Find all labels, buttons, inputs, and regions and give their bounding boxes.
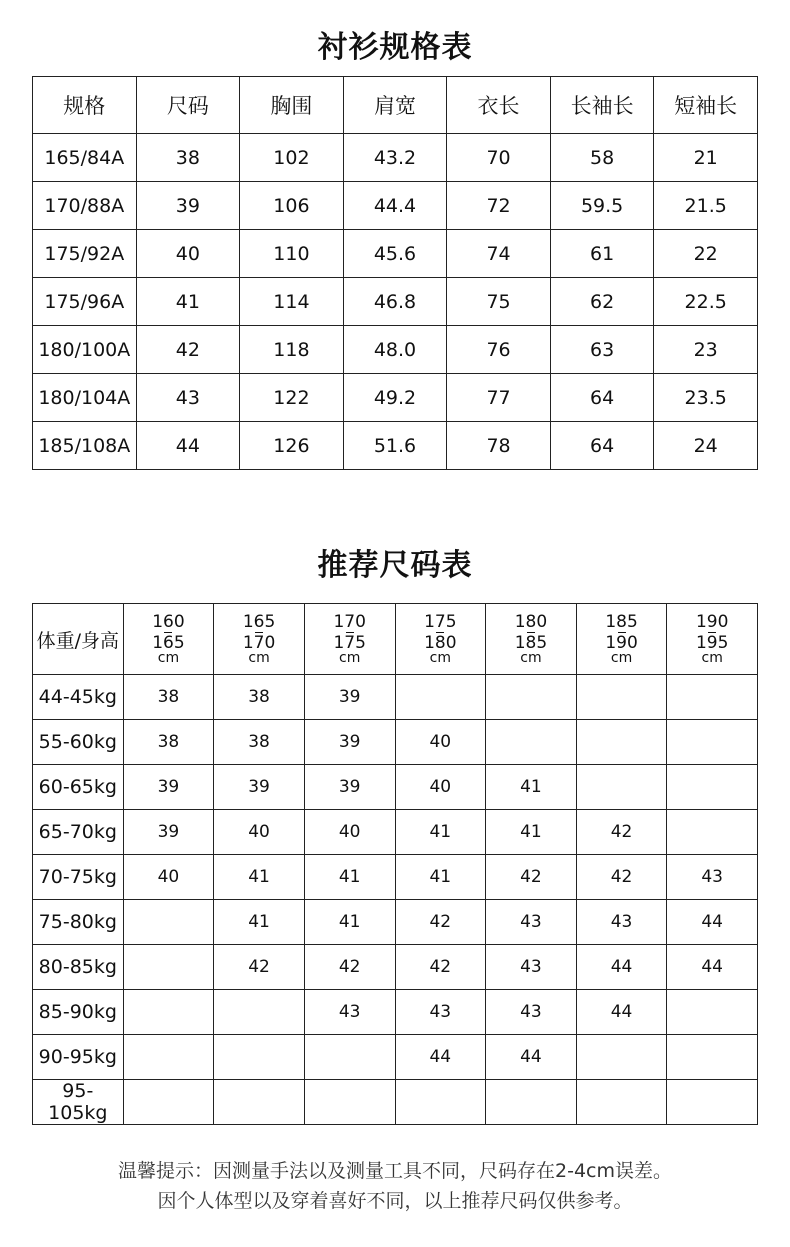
spec-cell: 126 xyxy=(240,422,344,470)
spec-cell: 23 xyxy=(654,326,758,374)
recommended-size-cell: 38 xyxy=(214,675,305,720)
recommended-size-cell xyxy=(214,1080,305,1125)
recommended-size-cell xyxy=(304,1080,395,1125)
spec-header-cell: 肩宽 xyxy=(343,77,447,134)
height-to: 175 xyxy=(333,633,366,653)
spec-row xyxy=(33,134,758,182)
recommended-size-cell: 43 xyxy=(576,900,667,945)
spec-cell: 64 xyxy=(550,422,654,470)
recommended-size-cell: 41 xyxy=(304,855,395,900)
recommended-size-cell: 44 xyxy=(395,1035,486,1080)
recommended-size-cell: 40 xyxy=(123,855,214,900)
spec-cell: 24 xyxy=(654,422,758,470)
spec-header-cell: 尺码 xyxy=(136,77,240,134)
spec-cell: 46.8 xyxy=(343,278,447,326)
height-unit: cm xyxy=(701,650,723,666)
recommended-size-cell xyxy=(667,765,758,810)
weight-range-label: 85-90kg xyxy=(33,990,124,1035)
spec-cell: 48.0 xyxy=(343,326,447,374)
recommended-size-cell: 42 xyxy=(576,810,667,855)
spec-header-cell: 短袖长 xyxy=(654,77,758,134)
recommended-size-cell xyxy=(667,810,758,855)
recommended-size-cell: 41 xyxy=(486,765,577,810)
recommended-size-cell: 39 xyxy=(123,810,214,855)
spec-cell: 78 xyxy=(447,422,551,470)
recommended-size-cell: 42 xyxy=(304,945,395,990)
spec-row xyxy=(33,422,758,470)
recommended-size-cell: 44 xyxy=(667,945,758,990)
spec-cell: 39 xyxy=(136,182,240,230)
recommended-size-cell xyxy=(667,990,758,1035)
recommended-size-cell: 41 xyxy=(214,855,305,900)
recommended-size-cell: 40 xyxy=(304,810,395,855)
recommend-row xyxy=(33,900,758,945)
spec-size-label: 180/100A xyxy=(33,326,137,374)
recommended-size-cell xyxy=(667,675,758,720)
height-from: 185 xyxy=(605,612,638,632)
spec-cell: 49.2 xyxy=(343,374,447,422)
recommend-row xyxy=(33,765,758,810)
height-range-header xyxy=(667,604,758,675)
spec-cell: 102 xyxy=(240,134,344,182)
recommended-size-cell xyxy=(486,720,577,765)
height-unit: cm xyxy=(157,650,180,666)
recommended-size-cell xyxy=(214,990,305,1035)
recommend-header-row xyxy=(33,604,758,675)
spec-cell: 61 xyxy=(550,230,654,278)
recommended-size-cell: 43 xyxy=(304,990,395,1035)
recommended-size-cell: 44 xyxy=(486,1035,577,1080)
spec-size-label: 185/108A xyxy=(33,422,137,470)
recommended-size-cell xyxy=(395,1080,486,1125)
height-unit: cm xyxy=(520,650,542,666)
recommend-row xyxy=(33,810,758,855)
height-from: 160 xyxy=(152,612,185,632)
spec-size-label: 165/84A xyxy=(33,134,137,182)
height-range-header xyxy=(395,604,486,675)
measurement-note: 温馨提示：因测量手法以及测量工具不同，尺码存在2-4cm误差。 xyxy=(118,1160,672,1182)
spec-cell: 70 xyxy=(447,134,551,182)
recommend-row xyxy=(33,1080,758,1125)
height-unit: cm xyxy=(429,650,451,666)
recommended-size-cell: 41 xyxy=(304,900,395,945)
height-range-header xyxy=(304,604,395,675)
recommended-size-cell xyxy=(576,675,667,720)
height-range-header xyxy=(123,604,214,675)
spec-cell: 114 xyxy=(240,278,344,326)
spec-row xyxy=(33,182,758,230)
spec-size-label: 175/92A xyxy=(33,230,137,278)
recommended-size-cell xyxy=(304,1035,395,1080)
spec-row xyxy=(33,230,758,278)
weight-range-label: 80-85kg xyxy=(33,945,124,990)
spec-cell: 43.2 xyxy=(343,134,447,182)
spec-cell: 22.5 xyxy=(654,278,758,326)
height-to: 190 xyxy=(605,633,638,653)
recommended-size-cell: 44 xyxy=(667,900,758,945)
recommended-size-cell xyxy=(123,945,214,990)
recommended-size-cell: 38 xyxy=(214,720,305,765)
spec-header-cell: 衣长 xyxy=(447,77,551,134)
spec-cell: 110 xyxy=(240,230,344,278)
spec-cell: 41 xyxy=(136,278,240,326)
height-unit: cm xyxy=(248,650,270,666)
recommended-size-cell: 42 xyxy=(214,945,305,990)
recommend-row xyxy=(33,1035,758,1080)
recommended-size-cell: 41 xyxy=(395,810,486,855)
recommended-size-cell: 42 xyxy=(576,855,667,900)
spec-cell: 72 xyxy=(447,182,551,230)
recommended-size-cell xyxy=(214,1035,305,1080)
recommended-size-cell: 43 xyxy=(395,990,486,1035)
spec-cell: 77 xyxy=(447,374,551,422)
spec-cell: 38 xyxy=(136,134,240,182)
recommended-size-cell: 42 xyxy=(486,855,577,900)
recommended-size-cell: 42 xyxy=(395,945,486,990)
recommended-size-cell xyxy=(123,1035,214,1080)
recommended-size-cell: 40 xyxy=(395,765,486,810)
height-unit: cm xyxy=(339,650,361,666)
spec-cell: 74 xyxy=(447,230,551,278)
recommended-size-cell xyxy=(123,900,214,945)
recommended-size-cell: 39 xyxy=(123,765,214,810)
recommended-size-cell: 41 xyxy=(214,900,305,945)
spec-cell: 44.4 xyxy=(343,182,447,230)
recommended-size-cell: 39 xyxy=(304,765,395,810)
recommended-size-cell: 40 xyxy=(214,810,305,855)
recommended-size-cell xyxy=(123,1080,214,1125)
height-range-header xyxy=(576,604,667,675)
spec-cell: 44 xyxy=(136,422,240,470)
height-from: 170 xyxy=(333,612,366,632)
recommended-size-cell: 39 xyxy=(304,675,395,720)
spec-cell: 122 xyxy=(240,374,344,422)
recommend-row xyxy=(33,990,758,1035)
recommend-row xyxy=(33,720,758,765)
spec-cell: 63 xyxy=(550,326,654,374)
recommended-size-cell: 44 xyxy=(576,945,667,990)
spec-cell: 59.5 xyxy=(550,182,654,230)
spec-cell: 42 xyxy=(136,326,240,374)
recommend-row xyxy=(33,855,758,900)
spec-header-row xyxy=(33,77,758,134)
spec-cell: 75 xyxy=(447,278,551,326)
spec-cell: 118 xyxy=(240,326,344,374)
recommended-size-cell xyxy=(123,990,214,1035)
spec-size-label: 170/88A xyxy=(33,182,137,230)
spec-size-label: 175/96A xyxy=(33,278,137,326)
recommended-size-cell xyxy=(486,1080,577,1125)
height-to: 170 xyxy=(242,633,276,653)
recommended-size-cell xyxy=(576,1035,667,1080)
weight-range-label: 70-75kg xyxy=(33,855,124,900)
recommended-size-cell xyxy=(667,1035,758,1080)
spec-cell: 23.5 xyxy=(654,374,758,422)
spec-cell: 43 xyxy=(136,374,240,422)
spec-cell: 45.6 xyxy=(343,230,447,278)
spec-cell: 21.5 xyxy=(654,182,758,230)
recommended-size-cell: 43 xyxy=(486,945,577,990)
recommended-size-cell xyxy=(486,675,577,720)
height-from: 165 xyxy=(242,612,276,632)
recommended-size-cell: 39 xyxy=(304,720,395,765)
recommended-size-cell: 38 xyxy=(123,720,214,765)
recommended-size-cell xyxy=(576,1080,667,1125)
spec-cell: 21 xyxy=(654,134,758,182)
weight-range-label: 90-95kg xyxy=(33,1035,124,1080)
recommend-row xyxy=(33,675,758,720)
recommended-size-cell xyxy=(576,765,667,810)
spec-row xyxy=(33,326,758,374)
recommended-size-cell xyxy=(576,720,667,765)
recommended-size-cell: 39 xyxy=(214,765,305,810)
recommended-size-cell: 40 xyxy=(395,720,486,765)
recommended-size-cell xyxy=(395,675,486,720)
weight-range-label: 60-65kg xyxy=(33,765,124,810)
spec-row xyxy=(33,278,758,326)
spec-row xyxy=(33,374,758,422)
spec-cell: 40 xyxy=(136,230,240,278)
weight-range-label: 44-45kg xyxy=(33,675,124,720)
height-to: 195 xyxy=(695,633,729,653)
recommended-size-cell: 38 xyxy=(123,675,214,720)
recommended-size-cell: 43 xyxy=(486,900,577,945)
spec-table-title: 衬衫规格表 xyxy=(317,30,473,65)
recommend-table-title: 推荐尺码表 xyxy=(317,548,473,583)
height-from: 180 xyxy=(514,612,548,632)
height-range-header xyxy=(214,604,305,675)
spec-cell: 64 xyxy=(550,374,654,422)
recommended-size-cell: 42 xyxy=(395,900,486,945)
spec-table xyxy=(32,76,758,470)
height-to: 180 xyxy=(424,633,457,653)
spec-cell: 51.6 xyxy=(343,422,447,470)
spec-cell: 58 xyxy=(550,134,654,182)
recommended-size-cell: 43 xyxy=(667,855,758,900)
spec-cell: 76 xyxy=(447,326,551,374)
spec-size-label: 180/104A xyxy=(33,374,137,422)
recommended-size-cell: 44 xyxy=(576,990,667,1035)
weight-height-corner-cell: 体重/身高 xyxy=(33,604,124,675)
height-to: 185 xyxy=(514,633,548,653)
weight-range-label: 95-105kg xyxy=(33,1080,124,1125)
spec-cell: 62 xyxy=(550,278,654,326)
height-to: 165 xyxy=(152,633,185,653)
height-from: 175 xyxy=(424,612,457,632)
spec-header-cell: 胸围 xyxy=(240,77,344,134)
reference-note: 因个人体型以及穿着喜好不同，以上推荐尺码仅供参考。 xyxy=(157,1190,633,1212)
height-from: 190 xyxy=(695,612,729,632)
spec-cell: 22 xyxy=(654,230,758,278)
weight-range-label: 65-70kg xyxy=(33,810,124,855)
recommend-row xyxy=(33,945,758,990)
recommended-size-cell: 41 xyxy=(395,855,486,900)
height-unit: cm xyxy=(610,650,633,666)
recommended-size-cell xyxy=(667,720,758,765)
spec-header-cell: 长袖长 xyxy=(550,77,654,134)
spec-cell: 106 xyxy=(240,182,344,230)
weight-range-label: 75-80kg xyxy=(33,900,124,945)
recommended-size-cell: 41 xyxy=(486,810,577,855)
weight-range-label: 55-60kg xyxy=(33,720,124,765)
spec-header-cell: 规格 xyxy=(33,77,137,134)
recommend-table xyxy=(32,603,758,1125)
height-range-header xyxy=(486,604,577,675)
recommended-size-cell: 43 xyxy=(486,990,577,1035)
recommended-size-cell xyxy=(667,1080,758,1125)
